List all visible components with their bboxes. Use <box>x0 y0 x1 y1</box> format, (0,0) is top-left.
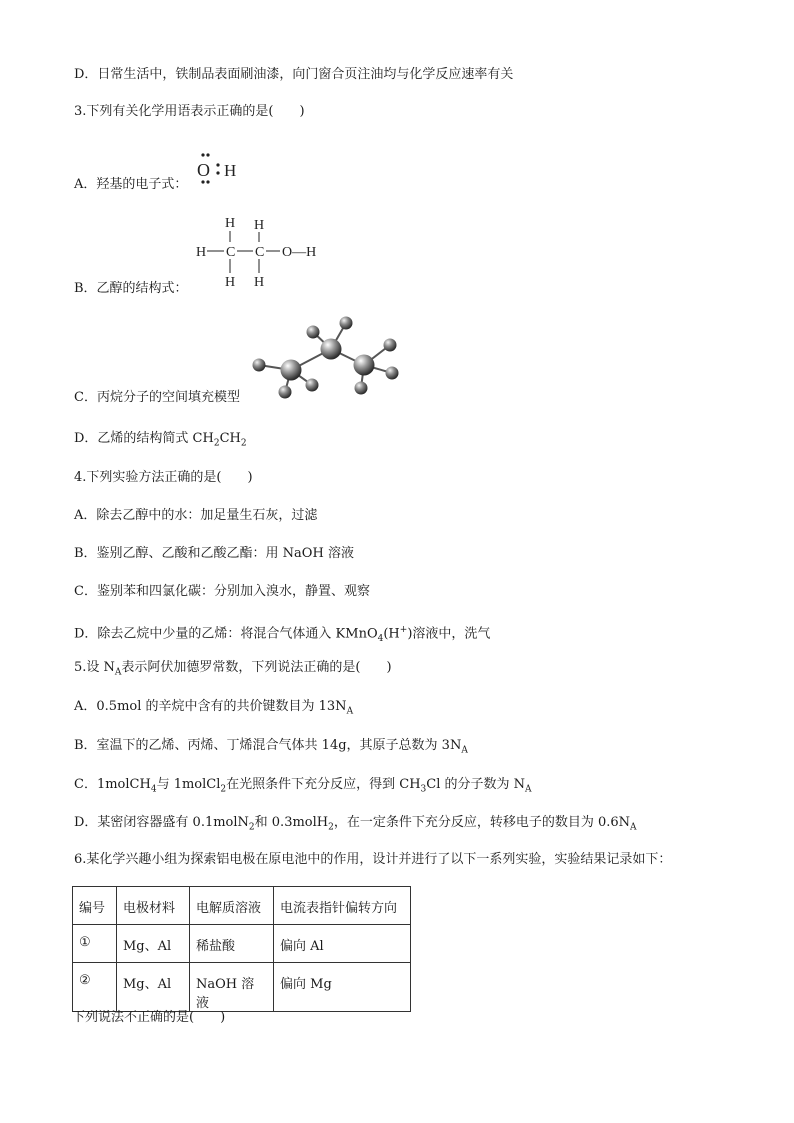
table-header-row <box>73 887 411 925</box>
q4-option-d: D．除去乙烷中少量的乙烯：将混合气体通入 KMnO$_4$(H+)溶液中，洗气 <box>74 625 491 644</box>
svg-text:H: H <box>254 218 265 233</box>
q3-option-a: A．羟基的电子式： <box>74 177 188 192</box>
table-cell: NaOH 溶液 <box>190 963 274 1012</box>
table-cell: 偏向 Mg <box>274 963 411 1012</box>
table-row <box>73 925 411 963</box>
table-cell: Mg、Al <box>117 925 190 963</box>
propane-space-filling-model <box>245 312 405 407</box>
svg-text:H: H <box>225 275 236 290</box>
table-cell: Mg、Al <box>117 963 190 1012</box>
oxygen-atom: O <box>197 160 210 180</box>
svg-text:H: H <box>254 275 265 290</box>
table-header-cell: 电解质溶液 <box>190 887 274 925</box>
table-cell: 偏向 Al <box>274 925 411 963</box>
q4-stem: 4.下列实验方法正确的是( ) <box>74 470 253 485</box>
q3-option-b: B．乙醇的结构式： <box>74 281 188 296</box>
svg-text:H: H <box>225 216 236 231</box>
table-header-cell: 电流表指针偏转方向 <box>274 887 411 925</box>
svg-text:O—H: O—H <box>282 245 317 260</box>
q6-stem: 6.某化学兴趣小组为探索铝电极在原电池中的作用，设计并进行了以下一系列实验，实验结果记录如下： <box>74 852 672 867</box>
q5-option-b: B．室温下的乙烯、丙烯、丁烯混合气体共 14g，其原子总数为 $3N_A$ <box>74 738 468 756</box>
q4-option-c: C．鉴别苯和四氯化碳：分别加入溴水，静置、观察 <box>74 584 370 599</box>
q4-option-b: B．鉴别乙醇、乙酸和乙酸乙酯：用 NaOH 溶液 <box>74 546 354 561</box>
hydrogen-atom: H <box>224 161 237 180</box>
q4-option-a: A．除去乙醇中的水：加足量生石灰，过滤 <box>74 508 318 523</box>
table-cell: ② <box>73 963 117 1012</box>
q5-option-c: C．1molCH$_4$与 1molCl$_2$在光照条件下充分反应，得到 $CH_3Cl$ 的分子数为 $N_A$ <box>74 777 532 795</box>
svg-text:H: H <box>196 245 207 260</box>
table-cell: ① <box>73 925 117 963</box>
hydroxyl-electron-formula <box>192 148 252 188</box>
q5-stem: 5.设 $N_A$表示阿伏加德罗常数，下列说法正确的是( ) <box>74 660 392 678</box>
svg-text:C: C <box>226 245 236 260</box>
table-row <box>73 963 411 1012</box>
q3-option-c: C．丙烷分子的空间填充模型 <box>74 390 240 405</box>
svg-text:C: C <box>255 245 265 260</box>
q6-after-table: 下列说法不正确的是( ) <box>72 1010 226 1025</box>
carbon-atoms <box>281 339 375 381</box>
table-cell: 稀盐酸 <box>190 925 274 963</box>
q3-stem: 3.下列有关化学用语表示正确的是( ) <box>74 104 305 119</box>
q5-option-d: D．某密闭容器盛有 0.1molN$_2$和 0.3molH$_2$，在一定条件下充分反应，转移电子的数目为 $0.6N_A$ <box>74 815 637 833</box>
experiment-table <box>72 886 411 1012</box>
q3-option-d: D．乙烯的结构简式 $CH_2CH_2$ <box>74 431 247 449</box>
q2-option-d: D．日常生活中，铁制品表面刷油漆，向门窗合页注油均与化学反应速率有关 <box>74 67 514 82</box>
table-header-cell: 编号 <box>73 887 117 925</box>
ethanol-structural-formula <box>192 212 332 292</box>
q5-option-a: A．0.5mol 的辛烷中含有的共价键数目为 $13N_A$ <box>74 699 354 717</box>
table-header-cell: 电极材料 <box>117 887 190 925</box>
